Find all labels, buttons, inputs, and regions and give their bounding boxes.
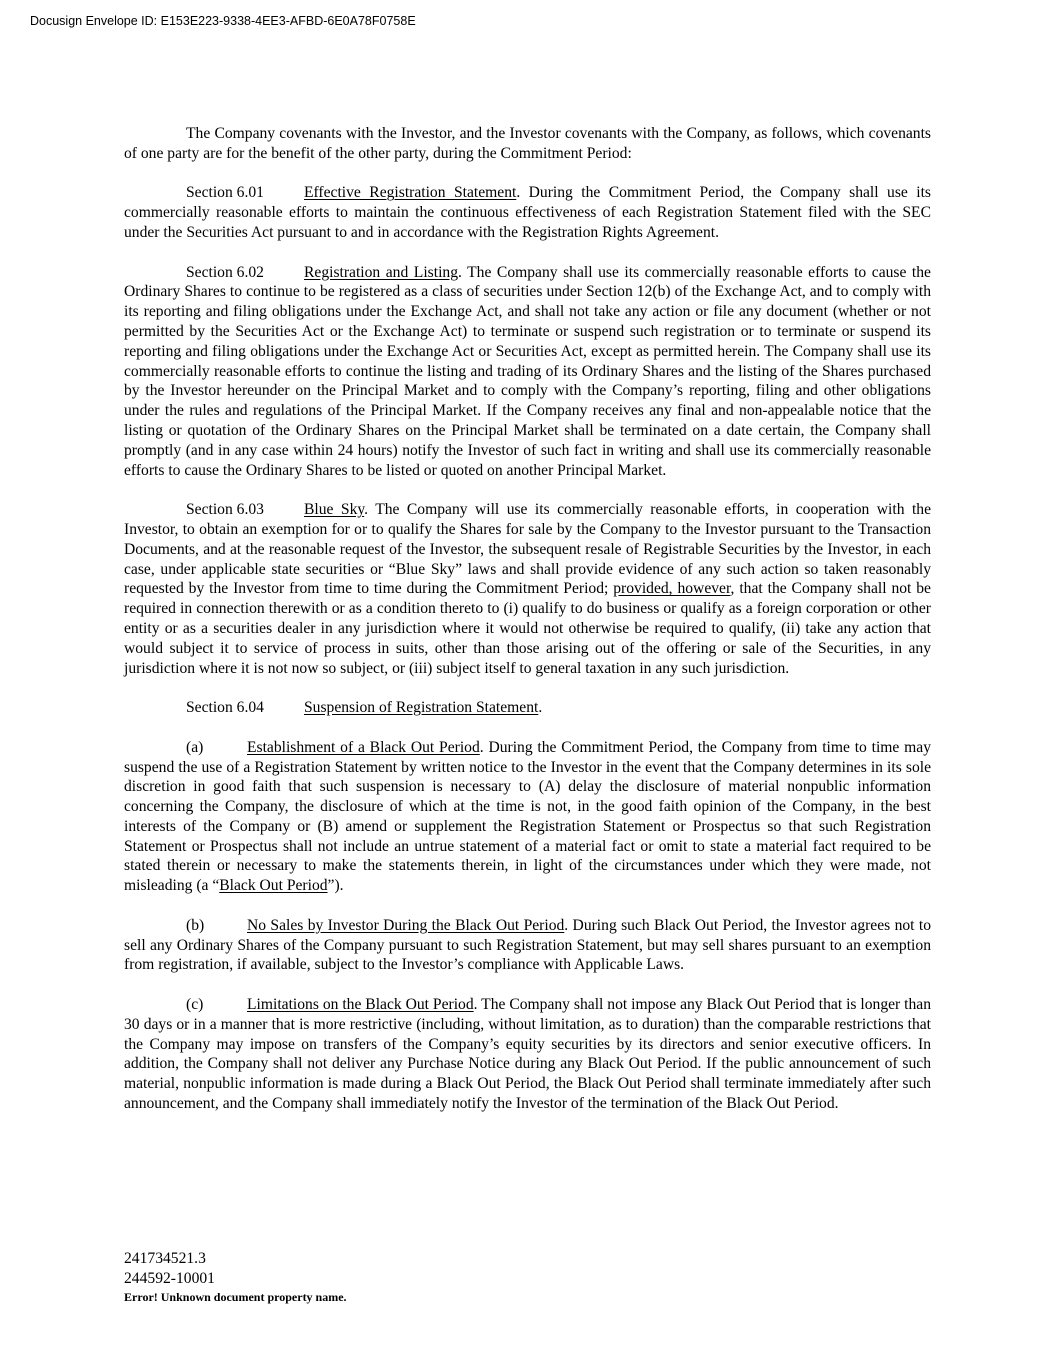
section-text: . The Company shall use its commercially reasonable efforts to cause the Ordinary Shares to continue to be registered as a class of securities under Section 12(b) of the Exchange Act, and to comply with its reporting and filing obligations under the Exchange Act, and shall not take any action or file any document (whether or not permitted by the Securities Act or the Exchange Act) to terminate or suspend such registration or to terminate or suspend its reporting and filing obligations under the Exchange Act or Securities Act, except as permitted herein. The Company shall use its commercially reasonable efforts to continue the listing and trading of its Ordinary Shares and the listing of the Shares purchased by the Investor hereunder on the Principal Market and to comply with the Company’s reporting, filing and other obligations under the rules and regulations of the Principal Market. If the Company receives any final and non-appealable notice that the listing or quotation of the Ordinary Shares on the Principal Market shall be terminated on a date certain, the Company shall promptly (and in any case within 24 hours) notify the Investor of such fact in writing and shall use its commercially reasonable efforts to cause the Ordinary Shares to be listed or quoted on another Principal Market. [124,263,931,479]
section-title-end: . [538,699,543,717]
subsection-title: Establishment of a Black Out Period [247,738,480,756]
document-number: 241734521.3 [124,1250,206,1267]
subsection-title: No Sales by Investor During the Black Out Period [247,916,565,934]
matter-number: 244592-10001 [124,1269,215,1287]
section-6-02 [124,263,931,481]
envelope-id-header: Docusign Envelope ID: E153E223-9338-4EE3-AFBD-6E0A78F0758E [30,14,416,28]
section-label: Section 6.01 [186,184,264,202]
section-title: Suspension of Registration Statement [304,699,539,717]
page-footer [124,1249,347,1306]
section-text: . The Company will use its commercially reasonable efforts, in cooperation with the Investor, to obtain an exemption for or to qualify the Shares for sale by the Company to the Investor pursuant to the Transaction Documents, and at the reasonable request of the Investor, the subsequent resale of Registrable Securities by the Investor, in each case, under applicable state securities or “Blue Sky” laws and shall provide evidence of any such action so taken reasonably requested by the Investor from time to time during the Commitment Period; [124,501,931,598]
subsection-text-end: ”). [327,877,344,895]
section-title: Blue Sky [304,501,365,519]
subsection-b [124,916,931,975]
section-6-03 [124,500,931,678]
defined-term: Black Out Period [219,877,328,895]
section-label: Section 6.02 [186,263,264,281]
subsection-a [124,738,931,896]
section-title: Effective Registration Statement [304,184,517,202]
proviso-term: provided, however [613,580,731,598]
footer-error-text: Error! Unknown document property name. [124,1290,347,1304]
subsection-text: . The Company shall not impose any Black Out Period that is longer than 30 days or in a manner that is more restrictive (including, without limitation, as to duration) than the comparable restrictions that the Company may impose on transfers of the Company’s equity securities by its directors and senior executive officers. In addition, the Company shall not deliver any Purchase Notice during any Black Out Period. If the public announcement of such material, nonpublic information is made during a Black Out Period, the Black Out Period shall terminate immediately after such announcement, and the Company shall immediately notify the Investor of the termination of the Black Out Period. [124,996,932,1113]
subsection-label: (a) [186,738,204,756]
subsection-text: . During the Commitment Period, the Company from time to time may suspend the use of a Registration Statement by written notice to the Investor in the event that the Company determines in its sole discretion in good faith that such suspension is necessary to (A) delay the disclosure of material nonpublic information concerning the Company, the disclosure of which at the time is not, in the good faith opinion of the Company, in the best interests of the Company or (B) amend or supplement the Registration Statement or Prospectus so that such Registration Statement or Prospectus shall not include an untrue statement of a material fact or omit to state a material fact required to be stated therein or necessary to make the statements therein, in light of the circumstances under which they were made, not misleading (a “ [124,738,931,895]
section-label: Section 6.03 [186,501,264,519]
document-body [124,124,931,1134]
subsection-label: (b) [186,916,205,934]
intro-paragraph: The Company covenants with the Investor, and the Investor covenants with the Company, as follows, which covenants of one party are for the benefit of the other party, during the Commitment Period: [124,125,931,162]
subsection-c [124,995,931,1114]
subsection-text: . During such Black Out Period, the Investor agrees not to sell any Ordinary Shares of the Company pursuant to such Registration Statement, but may sell shares pursuant to an exemption from registration, if available, subject to the Investor’s compliance with Applicable Laws. [124,916,932,974]
section-6-01 [124,183,931,242]
section-title: Registration and Listing [304,263,458,281]
subsection-title: Limitations on the Black Out Period [247,996,474,1014]
subsection-label: (c) [186,996,204,1014]
section-label: Section 6.04 [186,699,264,717]
section-text: . During the Commitment Period, the Company shall use its commercially reasonable efforts to maintain the continuous effectiveness of each Registration Statement filed with the SEC under the Securities Act pursuant to and in accordance with the Registration Rights Agreement. [124,184,931,241]
section-6-04 [124,698,931,718]
section-text-continued: , that the Company shall not be required in connection therewith or as a condition thereto to (i) qualify to do business or qualify as a foreign corporation or other entity or as a securities dealer in any jurisdiction where it would not otherwise be required to qualify, (ii) take any action that would subject it to service of process in suits, other than those arising out of the offering or sale of the Securities, in any jurisdiction where it is not now so subject, or (iii) subject itself to general taxation in any such jurisdiction. [124,580,931,677]
